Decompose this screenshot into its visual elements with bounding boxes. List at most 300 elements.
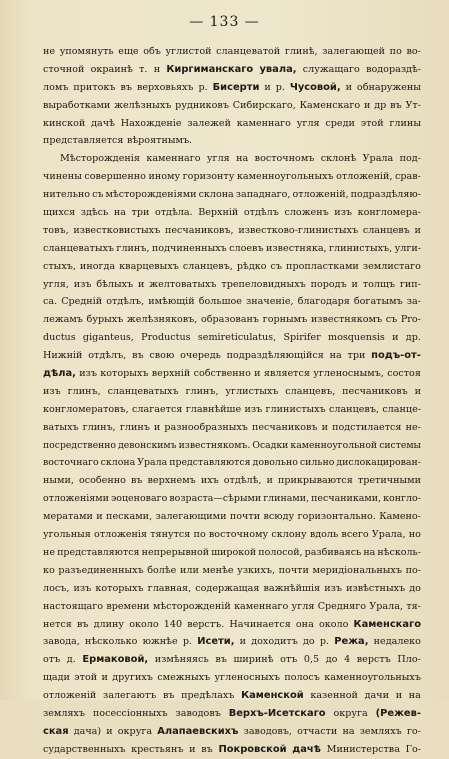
word: сланцевъ	[362, 224, 410, 236]
word: тянутся	[150, 529, 191, 541]
text-line	[43, 651, 421, 669]
word: три	[131, 207, 150, 219]
word: объ	[143, 46, 161, 57]
word: тя-	[406, 600, 421, 612]
bold-term: дачѣ	[292, 743, 321, 755]
word: Камено-	[379, 511, 421, 523]
text-line	[43, 508, 421, 526]
word: менѣе	[202, 564, 234, 576]
word: каменнаго	[236, 117, 291, 129]
word: подстилается	[332, 421, 402, 433]
word: желѣзняковъ,	[126, 314, 198, 326]
word: узкихъ,	[237, 564, 276, 576]
word: каменнаго	[234, 600, 289, 612]
word: сланцеватыхъ	[43, 242, 115, 254]
word: са.	[43, 296, 58, 308]
word: по	[389, 46, 402, 57]
word: еще	[118, 46, 139, 57]
word: mosquensis	[327, 332, 385, 344]
word: желтоватыхъ	[149, 278, 217, 290]
word: сударственныхъ	[43, 743, 126, 755]
text-line	[43, 526, 421, 544]
word: нется	[43, 618, 72, 630]
word: склона	[100, 457, 136, 469]
word: на	[363, 546, 376, 558]
word: состоя	[387, 368, 421, 380]
word: на	[342, 725, 355, 737]
bold-term: Исети,	[197, 636, 235, 648]
word: каменноугольной	[290, 439, 378, 451]
word: р.	[275, 81, 285, 93]
word: глинъ,	[116, 242, 150, 254]
word: заводовъ,	[243, 725, 292, 737]
word: дача)	[73, 725, 102, 737]
word: глинъ,	[82, 421, 116, 433]
word: горнымъ	[262, 314, 308, 326]
word: длину	[93, 618, 125, 630]
word: совершенно	[84, 171, 146, 183]
word: рѣдко	[236, 260, 267, 272]
word: отложеній,	[336, 171, 393, 183]
word: недалеко	[373, 636, 421, 648]
word: глинами,	[263, 493, 310, 505]
word: угля	[291, 600, 315, 612]
word: въ	[130, 475, 143, 487]
word: известковистыхъ	[73, 224, 161, 236]
word: чинены	[43, 171, 82, 183]
word: известняка,	[265, 242, 327, 254]
word: подраздѣляю-	[350, 189, 421, 201]
word: и	[392, 332, 399, 344]
word: всюду	[263, 511, 295, 523]
word: улги-	[394, 242, 421, 254]
word: земляхъ	[43, 707, 86, 719]
word: изъ	[244, 403, 263, 415]
word: каменноугольныхъ	[236, 171, 334, 183]
word: стыхъ,	[43, 260, 76, 272]
word: разнообразныхъ	[164, 421, 248, 433]
word: но	[408, 529, 421, 541]
word: конгло-	[383, 493, 421, 505]
bold-term: Каменскаго	[353, 618, 421, 630]
word: восточнаго	[43, 457, 99, 469]
word: которыхъ	[100, 368, 149, 380]
word: эоценоваго	[110, 493, 168, 505]
word: и	[153, 421, 161, 433]
word: измѣняясь	[154, 654, 209, 666]
word: изъ	[334, 207, 353, 219]
word: отъ	[43, 654, 61, 666]
word: глинъ,	[67, 385, 101, 397]
word: въ	[215, 654, 227, 666]
word: угленосныхъ	[214, 672, 280, 684]
word: сточной	[43, 63, 85, 75]
word: упомянуть	[59, 46, 114, 57]
word: и	[395, 690, 403, 702]
word: р.	[182, 636, 193, 648]
word: верховьяхъ	[136, 81, 194, 93]
word: Средняго	[317, 600, 367, 612]
word: Министерства	[326, 743, 400, 755]
text-line	[43, 669, 421, 687]
word: здѣсь	[80, 207, 109, 219]
text-line	[43, 204, 421, 222]
word: верхнемъ	[147, 475, 196, 487]
word: не-	[405, 421, 421, 433]
word: слоевъ	[229, 242, 264, 254]
page-number: — 133 —	[189, 14, 260, 30]
word: почти	[229, 511, 261, 523]
word: доходитъ	[251, 636, 298, 648]
text-line	[43, 580, 421, 598]
text-line	[43, 401, 421, 419]
text-line	[43, 97, 421, 115]
word: системы	[379, 439, 421, 451]
word: Сибирскаго,	[232, 99, 296, 111]
bold-term: ская	[43, 725, 69, 737]
word: не	[43, 46, 56, 57]
word: на	[408, 690, 421, 702]
word: за-	[406, 296, 421, 308]
word: и	[414, 224, 421, 236]
word: бѣлыхъ	[96, 278, 134, 290]
text-line	[43, 79, 421, 97]
word: полосой,	[258, 546, 303, 558]
word: на	[236, 153, 249, 165]
word: и	[414, 385, 421, 397]
word: прикрываются	[277, 475, 353, 487]
word: иногда	[79, 260, 116, 272]
text-line	[43, 186, 421, 204]
word: въ	[132, 350, 144, 362]
word: представляются	[169, 457, 251, 469]
word: на	[113, 207, 126, 219]
word: въ	[162, 690, 175, 702]
bold-term: Каменской	[241, 690, 304, 702]
word: является	[263, 368, 310, 380]
word: залегающей	[322, 46, 386, 57]
word: Нахожденіе	[120, 117, 182, 129]
word: лосъ,	[43, 582, 70, 594]
word: Урала	[362, 153, 394, 165]
word: каменноугольныхъ	[324, 672, 421, 684]
word: угольныя	[43, 529, 91, 541]
word: мератами	[43, 511, 93, 523]
word: посредственно	[43, 439, 117, 451]
text-line	[43, 705, 421, 723]
word: сланцевъ,	[329, 403, 379, 415]
word: изъ	[73, 582, 92, 594]
word: вдоль	[309, 529, 339, 541]
word: важнѣйшія	[263, 582, 321, 594]
word: песками,	[106, 511, 153, 523]
word: и	[364, 99, 371, 111]
text-line	[43, 293, 421, 311]
word: верстъ.	[187, 618, 225, 630]
text-line	[43, 383, 421, 401]
word: углистыхъ	[225, 385, 279, 397]
word: Мѣсторожденія	[60, 153, 140, 165]
word: и	[266, 475, 273, 487]
word: очередь	[180, 350, 221, 362]
text-line	[43, 687, 421, 705]
word: иному	[148, 171, 181, 183]
word: др	[374, 99, 387, 111]
word: и	[239, 636, 247, 648]
word: ихъ	[200, 475, 219, 487]
word: угленоснымъ,	[313, 368, 384, 380]
word: ватыхъ	[43, 421, 79, 433]
word: угля	[296, 117, 320, 129]
word: посессіонныхъ	[92, 707, 168, 719]
word: 4	[344, 654, 351, 666]
word: сложенъ	[284, 207, 329, 219]
word: отложеній	[43, 690, 97, 702]
word: отдѣлѣ,	[223, 475, 262, 487]
word: отложеній,	[292, 189, 349, 201]
word: болѣе	[147, 564, 177, 576]
word: Productus	[141, 332, 191, 344]
text-line	[43, 240, 421, 258]
text-line	[43, 168, 421, 186]
word: Начинается	[229, 618, 291, 630]
bold-term: Верхъ-Исетскаго	[228, 707, 326, 719]
word: всего	[341, 529, 369, 541]
word: Spirifer	[283, 332, 321, 344]
word: богатымъ	[353, 296, 403, 308]
word: завода,	[43, 636, 80, 648]
word: изъ	[79, 368, 97, 380]
word: склону	[271, 529, 307, 541]
word: 0,5	[303, 654, 320, 666]
text-line	[43, 347, 421, 365]
word: полосъ	[284, 672, 320, 684]
bold-term: Алапаевскихъ	[157, 725, 239, 737]
word: времени	[106, 600, 150, 612]
word: и	[254, 368, 261, 380]
word: округа	[117, 725, 153, 737]
word: склона	[198, 189, 234, 201]
word: восточному	[208, 529, 269, 541]
word: слагается	[132, 403, 183, 415]
text-line	[43, 222, 421, 240]
text-line	[43, 61, 421, 79]
word: и	[351, 278, 358, 290]
bold-term: Бисерти	[212, 81, 260, 93]
word: ширинѣ	[233, 654, 274, 666]
word: отложенія	[94, 529, 148, 541]
word: и	[264, 81, 271, 93]
bold-term: Режа,	[334, 636, 369, 648]
word: д.	[66, 654, 76, 666]
word: Пло-	[397, 654, 421, 666]
word: Средній	[61, 296, 103, 308]
text-line	[43, 437, 421, 455]
word: этой	[360, 117, 384, 129]
word: глинѣ,	[284, 46, 318, 57]
word: песчаниковъ	[251, 421, 318, 433]
word: западнаго,	[235, 189, 291, 201]
word: товъ,	[43, 224, 69, 236]
word: возраста—сѣрыми	[169, 493, 262, 505]
bold-term: увала,	[259, 63, 297, 75]
word: главнѣйше	[185, 403, 242, 415]
word: съ	[385, 314, 398, 326]
word: содержащая	[195, 582, 260, 594]
word: до	[325, 654, 338, 666]
word: до	[409, 582, 421, 594]
word: ными,	[43, 475, 74, 487]
word: которыхъ	[95, 582, 144, 594]
word: изъ	[43, 385, 61, 397]
word: ломъ	[43, 81, 69, 93]
word: по	[193, 529, 206, 541]
word: земляхъ	[359, 725, 402, 737]
word: углистой	[165, 46, 212, 57]
word: желѣзныхъ	[114, 99, 172, 111]
word: р.	[198, 81, 208, 93]
word: Го-	[405, 743, 421, 755]
word: угля	[206, 153, 230, 165]
word: горизонтально.	[297, 511, 376, 523]
word: глинистыхъ,	[329, 242, 393, 254]
word: сланцевъ,	[182, 260, 233, 272]
word: глинъ	[119, 421, 150, 433]
word: представляются	[57, 546, 140, 558]
bold-term: Киргиманскаго	[166, 63, 254, 75]
word: дачѣ	[91, 117, 115, 129]
word: трепеловидныхъ	[221, 278, 306, 290]
word: и	[96, 511, 103, 523]
text-line	[43, 741, 421, 759]
word: свою	[149, 350, 175, 362]
word: Ут-	[405, 99, 421, 111]
word: и	[189, 743, 196, 755]
word: щихся	[43, 207, 76, 219]
word: главная,	[147, 582, 192, 594]
word: казенной	[310, 690, 358, 702]
word: и	[345, 81, 352, 93]
word: кварцевыхъ	[119, 260, 179, 272]
word: отложеніями	[43, 493, 109, 505]
text-line	[43, 115, 421, 133]
word: н	[153, 63, 161, 75]
word: и	[321, 421, 329, 433]
word: Каменскаго	[299, 99, 361, 111]
word: конгломера-	[357, 207, 421, 219]
word: верхній	[151, 368, 191, 380]
word: semireticulatus,	[197, 332, 277, 344]
word: этой	[74, 672, 98, 684]
word: конгломератовъ,	[43, 403, 129, 415]
word: щади	[43, 672, 70, 684]
text-line	[43, 329, 421, 347]
word: и	[106, 725, 113, 737]
word: верстъ	[356, 654, 391, 666]
word: пропластками	[286, 260, 359, 272]
word: особенно	[78, 475, 126, 487]
text-line	[43, 490, 421, 508]
word: по-	[405, 564, 421, 576]
word: на	[329, 350, 342, 362]
word: въ	[120, 81, 132, 93]
word: большое	[198, 296, 242, 308]
word: смежныхъ	[157, 672, 211, 684]
word: меридіональныхъ	[312, 564, 402, 576]
word: обнаружены	[356, 81, 421, 93]
word: залегающими	[155, 511, 227, 523]
word: песчаниковъ,	[164, 224, 234, 236]
word: р.	[319, 636, 330, 648]
word: сильно	[299, 457, 335, 469]
word: среди	[325, 117, 355, 129]
word: мѣсторожденій	[152, 600, 231, 612]
word: извѣстныхъ	[346, 582, 406, 594]
word: третичными	[357, 475, 421, 487]
word: другихъ	[112, 672, 153, 684]
word: отчасти	[297, 725, 338, 737]
word: гип-	[399, 278, 421, 290]
text-line	[43, 365, 421, 383]
word: толщъ	[362, 278, 396, 290]
text-line	[43, 258, 421, 276]
word: значеніе,	[246, 296, 294, 308]
word: Нижній	[43, 350, 83, 362]
word: мѣсторожденіями	[105, 189, 197, 201]
word: сланцеватыхъ	[107, 385, 179, 397]
word: Урала,	[369, 600, 403, 612]
word: или	[180, 564, 199, 576]
word: заводовъ	[175, 707, 221, 719]
word: восточномъ	[254, 153, 315, 165]
word: сланце-	[382, 403, 421, 415]
word: отдѣла.	[154, 207, 193, 219]
word: срав-	[395, 171, 421, 183]
word: отдѣлъ,	[88, 350, 127, 362]
word: 140	[163, 618, 183, 630]
word: сланцевъ,	[285, 385, 336, 397]
word: Pro-	[400, 314, 421, 326]
word: съ	[92, 189, 104, 201]
word: ductus	[43, 332, 76, 344]
word: известнякомъ.	[178, 439, 251, 451]
word: широкой	[211, 546, 257, 558]
word: породъ	[310, 278, 347, 290]
word: около	[318, 618, 349, 630]
word: нѣсколь-	[377, 546, 421, 558]
word: Верхній	[198, 207, 239, 219]
word: сланцеватой	[216, 46, 281, 57]
word: рудниковъ	[175, 99, 229, 111]
word: съ	[270, 260, 283, 272]
text-line	[43, 723, 421, 741]
word: выработками	[43, 99, 111, 111]
word: ко	[43, 564, 55, 576]
word: три	[347, 350, 366, 362]
word: залегаютъ	[103, 690, 157, 702]
text-line	[43, 472, 421, 490]
word: глины	[389, 117, 421, 129]
word: въ	[390, 99, 402, 111]
word: нительно	[43, 189, 91, 201]
bold-term: (Режев-	[375, 707, 421, 719]
bold-term: Чусовой,	[289, 81, 341, 93]
word: въ	[201, 743, 213, 755]
bold-term: Ермаковой,	[82, 654, 149, 666]
word: служащаго	[302, 63, 360, 75]
word: песчаниковъ	[342, 385, 408, 397]
word: бурыхъ	[86, 314, 124, 326]
